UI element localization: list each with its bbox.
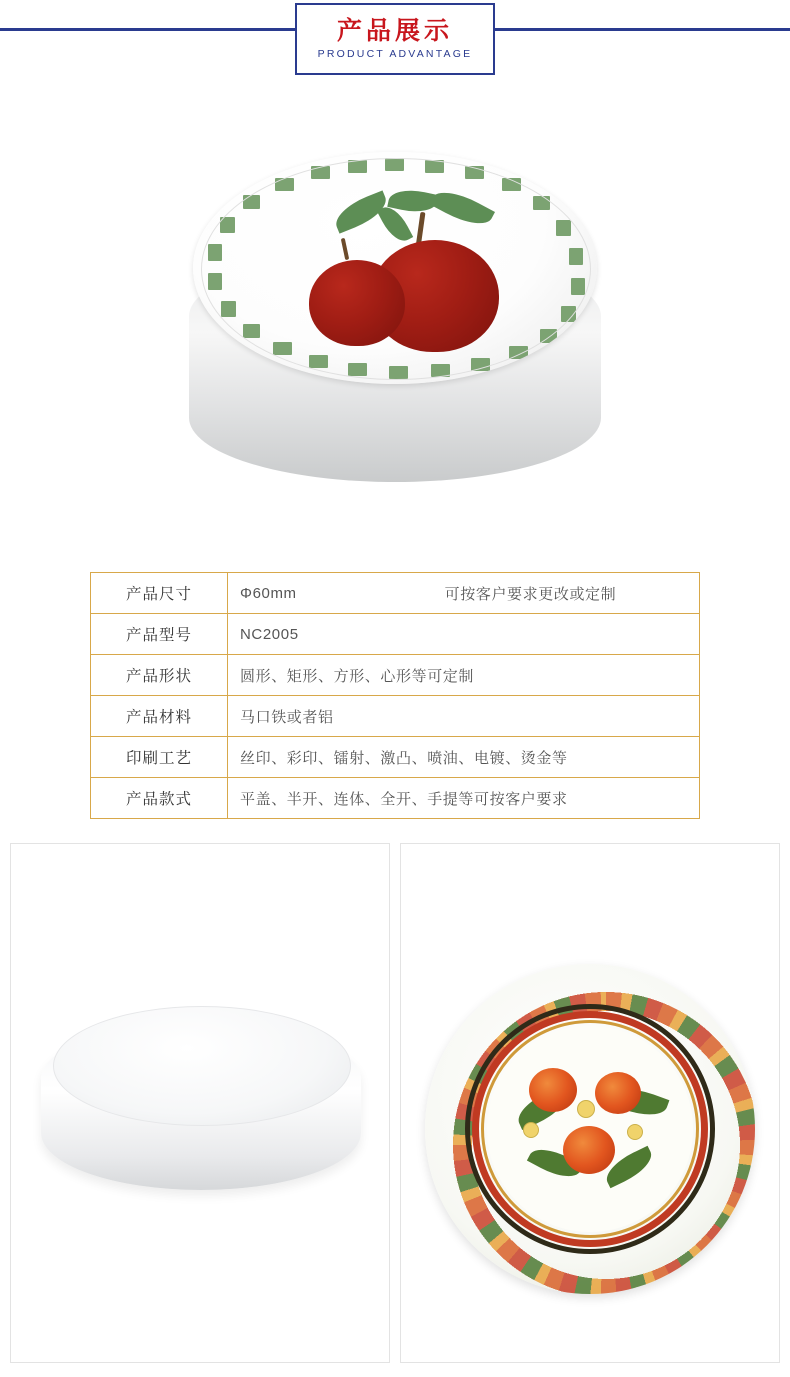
product-gallery [0,843,790,1377]
page-subtitle: PRODUCT ADVANTAGE [317,48,473,61]
spec-key: 产品款式 [91,778,228,819]
tray-inner-surface [53,1006,351,1126]
table-row [91,778,700,819]
spec-key: 产品型号 [91,614,228,655]
spec-key: 产品形状 [91,655,228,696]
table-row [91,655,700,696]
spec-key: 产品尺寸 [91,573,228,614]
spec-value: 丝印、彩印、镭射、激凸、喷油、电镀、烫金等 [228,737,700,778]
table-row [91,737,700,778]
banner-title-box [295,3,495,75]
apple-tin-illustration [175,142,615,512]
table-row [91,696,700,737]
floral-tin-illustration [425,964,755,1294]
gallery-photo-plain-tray [10,843,390,1363]
table-row [91,614,700,655]
spec-key: 产品材料 [91,696,228,737]
plain-white-tray-illustration [41,1006,361,1206]
product-spec-section [0,552,790,843]
page-header-banner [0,0,790,82]
gallery-photo-floral-tin [400,843,780,1363]
spec-value [228,573,700,614]
table-row [91,573,700,614]
spec-value-text: Φ60mm [240,584,297,602]
spec-value: 马口铁或者铝 [228,696,700,737]
rose-bouquet [511,1056,669,1206]
spec-value-note: 可按客户要求更改或定制 [444,585,617,603]
spec-value: 圆形、矩形、方形、心形等可定制 [228,655,700,696]
spec-value: 平盖、半开、连体、全开、手提等可按客户要求 [228,778,700,819]
tin-lid-rim [201,158,591,380]
page-title: 产品展示 [336,17,453,46]
spec-value: NC2005 [228,614,700,655]
hero-product-image [0,82,790,552]
spec-key: 印刷工艺 [91,737,228,778]
product-spec-table [90,572,700,819]
